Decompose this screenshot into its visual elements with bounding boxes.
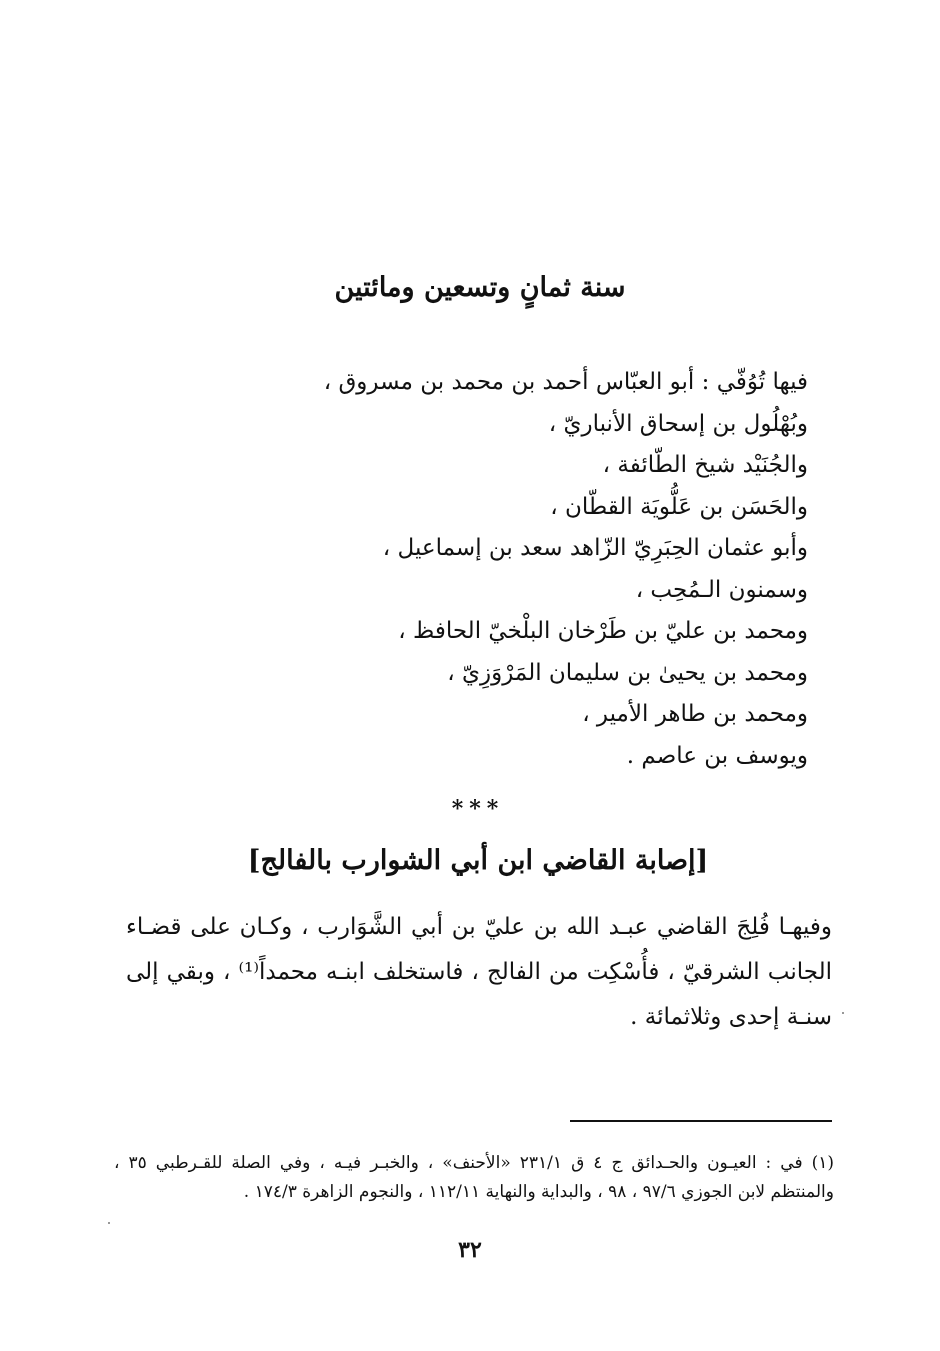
- death-entry: ومحمد بن طاهر الأمير ،: [582, 701, 808, 727]
- deaths-list: [248, 362, 808, 777]
- death-entry: والجُنَيْد شيخ الطّائفة ،: [602, 452, 808, 478]
- footnote: (١) في : العيـون والحـدائق ج ٤ ق ٢٣١/١ «الأحنف» ، والخبـر فيـه ، وفي الصلة للقـرطبي ٣٥ ، والمنتظم لابن الجوزي ٩٧/٦ ، ٩٨ ، والبداية والنهاية ١١٢/١١ ، والنجوم الزاهرة ١٧٤/٣ .: [114, 1153, 835, 1202]
- event-paragraph: وفيهـا فُلِجَ القاضي عبـد الله بن عليّ بن أبي الشَّوَارب ، وكـان على قضـاء الجانب الشرقيّ ، فأُسْكِت من الفالج ، فاستخلف ابنـه محمداً⁽¹⁾ ، وبقي إلى سنـة إحدى وثلاثمائة .: [126, 914, 832, 1030]
- death-entry: وأبو عثمان الحِبَرِيّ الزّاهد سعد بن إسماعيل ،: [382, 535, 808, 561]
- event-title: [إصابة القاضي ابن أبي الشوارب بالفالج]: [247, 845, 709, 876]
- section-title: سنة ثمانٍ وتسعين ومائتين: [334, 272, 626, 303]
- scan-speck: [108, 1222, 110, 1224]
- death-entry: وبُهْلُول بن إسحاق الأنباريّ ،: [548, 410, 808, 437]
- death-entry: وسمنون الـمُحِب ،: [635, 576, 808, 603]
- death-entry: فيها تُوُفّي : أبو العبّاس أحمد بن محمد بن مسروق ،: [323, 369, 808, 395]
- death-entry: ومحمد بن يحيىٰ بن سليمان المَرْوَزِيّ ،: [447, 659, 808, 686]
- death-entry: والحَسَن بن عَلُّويَة القطّان ،: [550, 493, 808, 520]
- section-divider: ***: [451, 796, 505, 822]
- death-entry: ومحمد بن عليّ بن طَرْخان البلْخيّ الحافظ ،: [398, 618, 808, 644]
- footnote-separator: [570, 1120, 832, 1122]
- death-entry: ويوسف بن عاصم .: [626, 742, 808, 769]
- page-number: ٣٢: [458, 1237, 482, 1263]
- scan-speck: [842, 1012, 844, 1014]
